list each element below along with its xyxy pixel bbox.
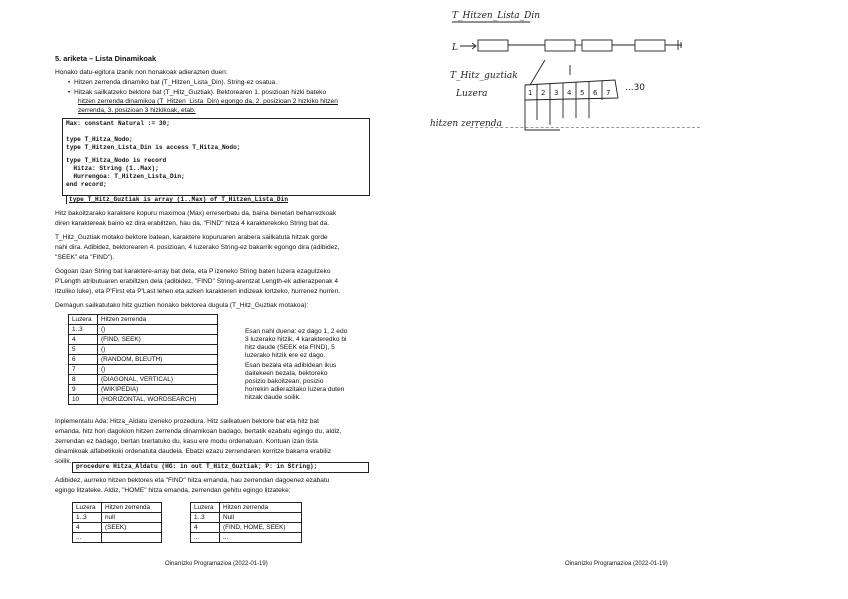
words-table (68, 314, 218, 405)
array-index: 4 (567, 89, 572, 97)
table-cell: 8 (69, 375, 98, 385)
table-cell: ... (191, 533, 220, 543)
list-node (582, 40, 612, 51)
list-node (478, 40, 508, 51)
code-line: type T_Hitz_Guztiak is array (1..Max) of T_Hitzen_Lista_Din (66, 196, 288, 204)
page-footer: Oinarrizko Programazioa (2022-01-19) (165, 561, 268, 567)
table-cell: (SEEK) (102, 523, 162, 533)
table-cell: Null (220, 513, 302, 523)
table-cell: () (98, 365, 218, 375)
page-footer: Oinarrizko Programazioa (2022-01-19) (565, 561, 668, 567)
column-header: Luzera (73, 503, 102, 513)
side-note-line: daitekeen bezala, bektoreko (245, 370, 328, 377)
table-cell: 9 (69, 385, 98, 395)
side-note-line: posizio bakoitzean, posizio (245, 378, 324, 385)
paragraph-line: emanda, hitz hori dagokion hitzen zerrenda dinamikoan badago, bertatik ezabatu egingo du, aldiz, (55, 428, 342, 435)
table-cell: ... (220, 533, 302, 543)
table-row (191, 523, 302, 533)
arrow-icon (460, 43, 476, 49)
array-index: 6 (593, 89, 598, 97)
table-header-row (69, 315, 218, 325)
bullet-text: hitzen zerrenda dinamikoa (T_Hitzen_Lista_Din) egongo da, 2. posizioan 2 hizkiko hitzen (78, 98, 338, 105)
table-cell: 6 (69, 355, 98, 365)
sketch-label: T_Hitz_guztiak (450, 71, 518, 81)
paragraph-line: Hitz bakoitzarako karaktere kopuru maximoa (Max) erreserbatu da, baina benetan beharrezkoak (55, 210, 337, 217)
sketch-label: hitzen zerrenda (430, 119, 502, 129)
side-note-line: hitzak daude soilik. (245, 394, 301, 401)
paragraph-line: zerrendan ez badago, bertan txertatuko du, kasu ere modu ordenatuan. Kontuan izan lista (55, 438, 318, 445)
dotted-line (470, 127, 700, 128)
handwritten-sketch (420, 0, 720, 140)
paragraph-line: dinamikoak alfabetikoki ordenatuta daudela. Ebatzi ezazu zerrendaren korritze bakarra erabiliz (55, 448, 331, 455)
array-index: 2 (541, 89, 546, 97)
code-line: type T_Hitza_Nodo is record (66, 157, 167, 164)
sketch-label: T_Hitzen_Lista_Din (452, 11, 541, 21)
table-row (73, 513, 162, 523)
paragraph-line: soilik. (55, 458, 72, 465)
side-note-line: Esan bezala eta adibidean ikus (245, 362, 337, 369)
table-cell: 4 (69, 335, 98, 345)
column-header: Hitzen zerrenda (102, 503, 162, 513)
table-cell: (FIND, SEEK) (98, 335, 218, 345)
table-row (69, 385, 218, 395)
table-row (69, 375, 218, 385)
table-row (73, 533, 162, 543)
table-row (69, 365, 218, 375)
table-row (73, 523, 162, 533)
table-cell: (WIKIPEDIA) (98, 385, 218, 395)
paragraph-line: egingo litzateke. Aldiz, "HOME" hitza emanda, zerrendan gehitu egingo litzateke: (55, 487, 291, 494)
table-cell: 4 (191, 523, 220, 533)
column-header: Luzera (191, 503, 220, 513)
table-row (191, 513, 302, 523)
code-line: type T_Hitza_Nodo; (66, 136, 133, 143)
paragraph-line: "SEEK" eta "FIND"). (55, 254, 115, 261)
paragraph-line: Inplementatu Ada: Hitza_Aldatu izeneko prozedura. Hitz sailkatuen bektore bat eta hitz bat (55, 418, 319, 425)
table-row (69, 345, 218, 355)
array-index: 5 (580, 89, 585, 97)
paragraph-line: P'Length atributuaren erabiltzen dela (adibidez, "FIND" String-arentzat Length-ek adierazpenak 4 (55, 278, 339, 285)
paragraph-line: Demagun sailkatutako hitz guztien honako bektorea dugula (T_Hitz_Guztiak motakoa): (55, 302, 309, 309)
table-row (191, 533, 302, 543)
bullet-text: Hitzen zerrenda dinamiko bat (T_Hitzen_Lista_Din). String-ez osatua. (73, 79, 278, 86)
side-note-line: luzerako hitzik ere ez dago. (245, 352, 326, 359)
procedure-signature: procedure Hitza_Aldatu (HG: in out T_Hitz_Guztiak; P: in String); (72, 462, 369, 473)
sketch-label: L (452, 43, 458, 53)
table-header-row (73, 503, 162, 513)
table-row (69, 355, 218, 365)
table-row (69, 335, 218, 345)
side-note-line: Esan nahi duena: ez dago 1, 2 edo (245, 328, 348, 335)
result-table-home (190, 502, 302, 543)
side-note-line: horrekin adierazitako luzera duten (245, 386, 345, 393)
bullet-text: zerrenda, 3. posizioan 3 hizkikoak, etab. (78, 107, 196, 114)
code-line: Hurrengoa: T_Hitzen_Lista_Din; (66, 173, 185, 180)
array-sketch (525, 80, 618, 100)
table-cell: 10 (69, 395, 98, 405)
sketch-label: Luzera (456, 89, 488, 99)
code-line: Hitza: String (1..Max); (66, 165, 159, 172)
result-table-find (72, 502, 162, 543)
table-cell: 1..3 (69, 325, 98, 335)
table-cell: () (98, 325, 218, 335)
table-cell: 1..3 (73, 513, 102, 523)
table-cell: 4 (73, 523, 102, 533)
table-cell: 5 (69, 345, 98, 355)
list-node (635, 40, 665, 51)
array-size-label: ...30 (625, 83, 646, 93)
list-node (545, 40, 575, 51)
paragraph-line: nahi dira. Adibidez, bektorearen 4. posizioan, 4 luzerako String-ez bakarrik egongo dira (adibidez, (55, 244, 340, 251)
table-cell: (HORIZONTAL, WORDSEARCH) (98, 395, 218, 405)
table-cell: null (102, 513, 162, 523)
bullet-text: Hitzak sailkatzeko bektore bat (T_Hitz_Guztiak). Bektorearen 1. posizioan hizki bateko (73, 89, 327, 96)
column-header: Hitzen zerrenda (220, 503, 302, 513)
code-line: end record; (66, 181, 107, 188)
bullet: • Hitzen zerrenda dinamiko bat (T_Hitzen_Lista_Din). String-ez osatua. (68, 79, 278, 86)
column-header: Hitzen zerrenda (98, 315, 218, 325)
table-row (69, 395, 218, 405)
bullet: • Hitzak sailkatzeko bektore bat (T_Hitz_Guztiak). Bektorearen 1. posizioan hizki bateko (68, 89, 327, 96)
table-cell: 1..3 (191, 513, 220, 523)
table-cell: (RANDOM, BLEUTH) (98, 355, 218, 365)
array-index: 7 (606, 89, 611, 97)
exercise-title: 5. ariketa – Lista Dinamikoak (55, 54, 157, 63)
table-cell (102, 533, 162, 543)
table-cell: (FIND, HOME, SEEK) (220, 523, 302, 533)
side-note-line: hitz daude (SEEK eta FIND), 5 (245, 344, 335, 351)
paragraph-line: diren karaktereak baino ez dira erabiltzen, hau da, "FIND" hitza 4 karakterekoko String bat da. (55, 220, 330, 227)
paragraph-line: Adibidez, aurreko hitzen bektores eta "FIND" hitza emanda, hau zerrendan dagoenez ezabatu (55, 477, 330, 484)
paragraph-line: T_Hitz_Guztiak motako bektore batean, karaktere kopuruaren arabera sailkatuta hitzak gorde (55, 234, 328, 241)
table-cell: (DIAGONAL, VERTICAL) (98, 375, 218, 385)
code-line: Max: constant Natural := 30; (66, 120, 170, 127)
paragraph-line: Gogoan izan String bat karaktere-array bat dela, eta P izeneko String baten luzera ezagutzeko (55, 268, 331, 275)
table-header-row (191, 503, 302, 513)
array-index: 3 (554, 89, 559, 97)
column-header: Luzera (69, 315, 98, 325)
table-row (69, 325, 218, 335)
array-index: 1 (528, 89, 533, 97)
intro-text: Honako datu-egitura izanik non honakoak adierazten duen: (55, 69, 228, 76)
side-note-line: 3 luzerako hitzik, 4 karakteredko bi (245, 336, 347, 343)
table-cell: ... (73, 533, 102, 543)
table-cell: () (98, 345, 218, 355)
table-cell: 7 (69, 365, 98, 375)
code-line: type T_Hitzen_Lista_Din is access T_Hitza_Nodo; (66, 144, 241, 151)
null-ground-icon (665, 40, 682, 50)
paragraph-line: itzuliko luke), eta P'First eta P'Last lehen eta azken karakteren indizeak lortzeko, hurrenez hurren. (55, 288, 341, 295)
